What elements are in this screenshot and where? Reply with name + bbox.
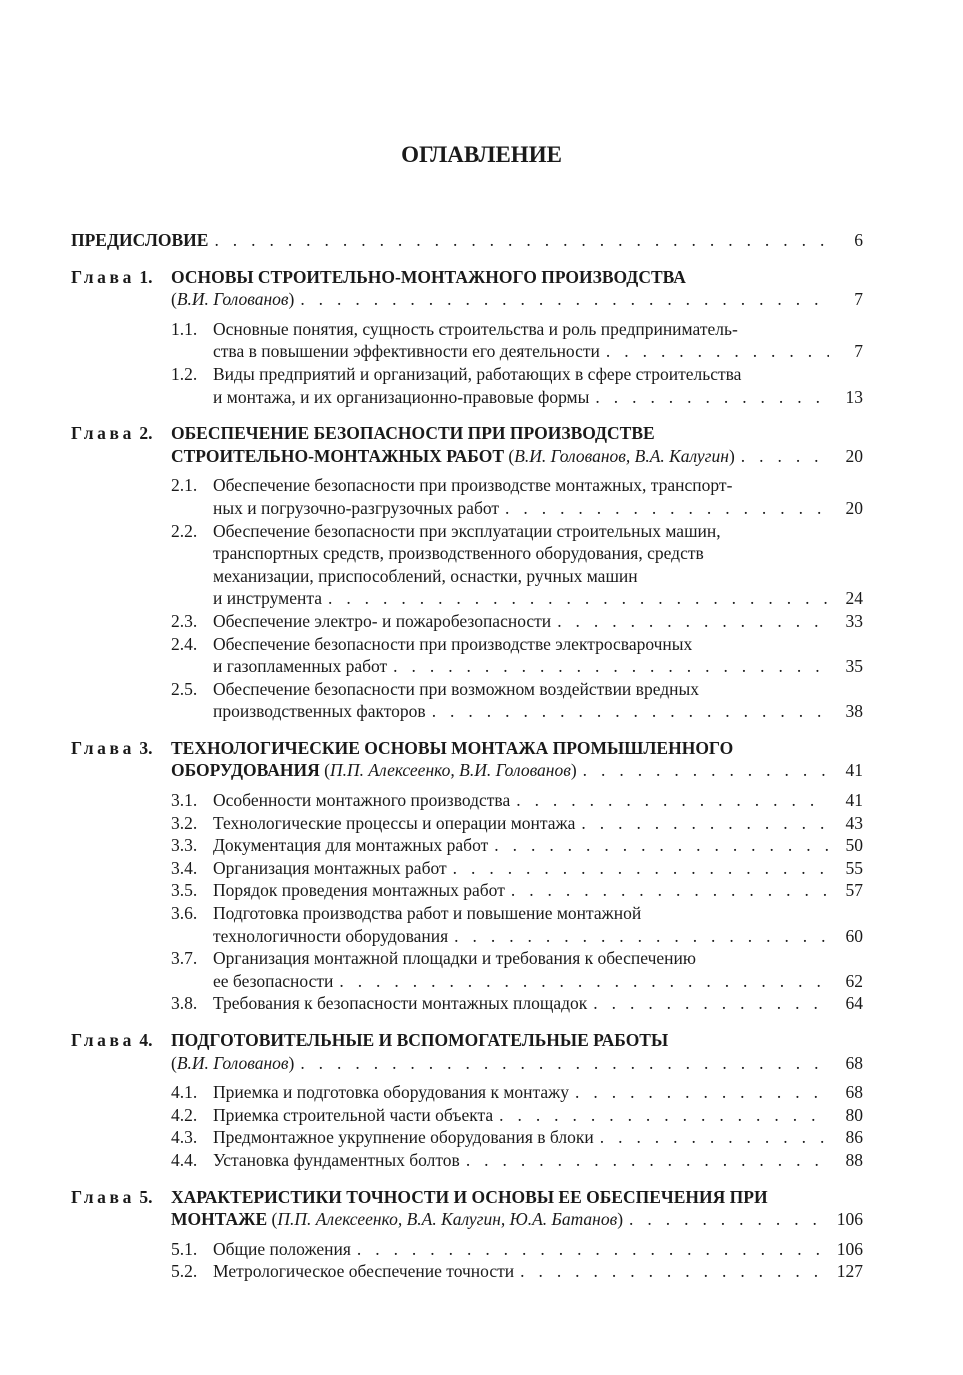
- section-text-line: Обеспечение безопасности при возможном воздействии вредных: [213, 678, 700, 699]
- section-text-line: производственных факторов: [213, 701, 426, 722]
- section-number: 2.5.: [171, 678, 198, 699]
- entry-text: [213, 879, 505, 902]
- leader-dots: [557, 610, 829, 633]
- toc-section-2-4[interactable]: [71, 633, 863, 678]
- section-text-line: Приемка и подготовка оборудования к монтажу: [213, 1082, 570, 1103]
- chapter-number: 3.: [139, 737, 153, 758]
- chapter-word: Глава: [71, 266, 135, 287]
- toc-section-3-2[interactable]: [71, 812, 863, 835]
- chapter-number: 5.: [139, 1186, 153, 1207]
- section-number: 3.8.: [171, 993, 198, 1014]
- page-number: 86: [845, 1127, 863, 1148]
- page-number: 13: [845, 386, 863, 407]
- section-number: 4.4.: [171, 1149, 198, 1170]
- section-last-line[interactable]: [213, 1126, 863, 1149]
- toc-section-4-2[interactable]: [71, 1104, 863, 1127]
- entry-text: ОБОРУДОВАНИЯ (П.П. Алексеенко, В.И. Голованов): [171, 760, 577, 781]
- page-number: 7: [854, 341, 863, 362]
- page-number: 41: [845, 790, 863, 811]
- leader-dots: [453, 857, 829, 880]
- chapter-heading-4[interactable]: [71, 1029, 863, 1074]
- section-text-line: ее безопасности: [213, 970, 334, 991]
- page-number: 88: [845, 1149, 863, 1170]
- leader-dots: [339, 970, 829, 993]
- section-gap: [71, 1231, 863, 1238]
- chapter-label: [71, 266, 171, 289]
- leader-dots: [505, 497, 829, 520]
- section-last-line[interactable]: [213, 970, 863, 993]
- entry-text: [213, 857, 447, 880]
- chapter-gap: [71, 723, 863, 737]
- toc-section-2-2[interactable]: [71, 520, 863, 610]
- entry-text: [213, 970, 333, 993]
- section-text-line: Обеспечение безопасности при производстве монтажных, транспорт-: [213, 475, 733, 496]
- section-text-line: ных и погрузочно-разгрузочных работ: [213, 497, 500, 518]
- section-gap: [71, 782, 863, 789]
- chapter-word: Глава: [71, 423, 135, 444]
- section-text-line: Обеспечение безопасности при эксплуатации строительных машин,: [213, 520, 721, 541]
- entry-text: [213, 587, 322, 610]
- leader-dots: [511, 879, 829, 902]
- page-number: 41: [845, 760, 863, 781]
- leader-dots: [499, 1104, 829, 1127]
- chapter-word: Глава: [71, 737, 135, 758]
- chapter-authors: П.П. Алексеенко, В.А. Калугин, Ю.А. Батанов: [277, 1209, 618, 1230]
- entry-text: [213, 834, 488, 857]
- toc-section-3-1[interactable]: [71, 789, 863, 812]
- chapter-authors: В.И. Голованов: [176, 1052, 289, 1073]
- preface-label: ПРЕДИСЛОВИЕ: [71, 230, 209, 250]
- entry-text: [213, 1149, 460, 1172]
- entry-text: [213, 340, 600, 363]
- chapter-title-last-line[interactable]: [171, 445, 863, 468]
- section-last-line[interactable]: [213, 992, 863, 1015]
- toc-section-3-3[interactable]: [71, 834, 863, 857]
- section-last-line[interactable]: [213, 655, 863, 678]
- page-number: 55: [845, 857, 863, 878]
- leader-dots: [300, 1052, 829, 1075]
- section-text-line: Приемка строительной части объекта: [213, 1104, 494, 1125]
- toc-section-4-1[interactable]: [71, 1081, 863, 1104]
- entry-text: [213, 610, 551, 633]
- section-number: 3.3.: [171, 835, 198, 856]
- toc-section-3-5[interactable]: [71, 879, 863, 902]
- entry-text: МОНТАЖЕ (П.П. Алексеенко, В.А. Калугин, Ю.А. Батанов): [171, 1209, 624, 1230]
- leader-dots: [595, 386, 829, 409]
- chapter-label: [71, 1029, 171, 1052]
- section-gap: [71, 467, 863, 474]
- section-text-line: и монтажа, и их организационно-правовые формы: [213, 386, 590, 407]
- chapter-gap: [71, 1015, 863, 1029]
- table-of-contents: [71, 229, 863, 1283]
- entry-text: [213, 1104, 493, 1127]
- page-number: 106: [836, 1209, 863, 1230]
- section-text-line: технологичности оборудования: [213, 925, 449, 946]
- entry-text: [213, 789, 510, 812]
- section-number: 1.1.: [171, 318, 198, 339]
- section-last-line[interactable]: [213, 1260, 863, 1283]
- section-last-line[interactable]: [213, 700, 863, 723]
- section-gap: [71, 311, 863, 318]
- chapter-gap: [71, 408, 863, 422]
- page-title: ОГЛАВЛЕНИЕ: [401, 142, 562, 167]
- chapter-title-line: ТЕХНОЛОГИЧЕСКИЕ ОСНОВЫ МОНТАЖА ПРОМЫШЛЕННОГО: [171, 737, 734, 758]
- section-number: 2.3.: [171, 610, 198, 631]
- chapter-number: 4.: [139, 1030, 153, 1050]
- entry-text: [213, 386, 589, 409]
- section-number: 1.2.: [171, 363, 198, 384]
- toc-section-3-6[interactable]: [71, 902, 863, 947]
- page-number: 33: [845, 610, 863, 631]
- page-number: 106: [836, 1238, 863, 1259]
- section-number: 2.1.: [171, 475, 198, 496]
- section-text-line: Документация для монтажных работ: [213, 835, 489, 856]
- toc-section-2-3[interactable]: [71, 610, 863, 633]
- section-last-line[interactable]: [213, 497, 863, 520]
- section-text-line: Виды предприятий и организаций, работающих в сфере строительства: [213, 363, 742, 384]
- page-number: 7: [854, 289, 863, 310]
- toc-section-4-4[interactable]: [71, 1149, 863, 1172]
- toc-section-3-7[interactable]: [71, 947, 863, 992]
- entry-text: [213, 812, 575, 835]
- leader-dots: [600, 1126, 829, 1149]
- leader-dots: [214, 229, 829, 252]
- section-last-line[interactable]: [213, 340, 863, 363]
- section-last-line[interactable]: [213, 1081, 863, 1104]
- section-last-line[interactable]: [213, 1149, 863, 1172]
- toc-section-4-3[interactable]: [71, 1126, 863, 1149]
- chapter-heading-2[interactable]: [71, 422, 863, 467]
- chapter-label: [71, 1186, 171, 1209]
- chapter-heading-5[interactable]: [71, 1186, 863, 1231]
- leader-dots: [741, 445, 829, 468]
- section-text-line: Организация монтажных работ: [213, 857, 447, 878]
- chapter-title-last-line[interactable]: [171, 1208, 863, 1231]
- toc-entry-preface[interactable]: [71, 229, 863, 252]
- leader-dots: [494, 834, 829, 857]
- section-last-line[interactable]: [213, 1104, 863, 1127]
- page-number: 35: [845, 656, 863, 677]
- section-number: 4.2.: [171, 1104, 198, 1125]
- chapter-authors: П.П. Алексеенко, В.И. Голованов: [329, 760, 571, 781]
- entry-text: [213, 1260, 514, 1283]
- section-number: 5.1.: [171, 1238, 198, 1259]
- section-text-line: Организация монтажной площадки и требования к обеспечению: [213, 948, 696, 969]
- chapter-list: [71, 252, 863, 1283]
- page-number: 68: [845, 1082, 863, 1103]
- chapter-heading-1[interactable]: [71, 266, 863, 311]
- section-number: 3.7.: [171, 948, 198, 969]
- section-number: 5.2.: [171, 1261, 198, 1282]
- section-text-line: и инструмента: [213, 588, 322, 609]
- entry-text: [213, 700, 426, 723]
- section-number: 2.4.: [171, 633, 198, 654]
- section-text-line: Технологические процессы и операции монтажа: [213, 812, 576, 833]
- section-number: 3.1.: [171, 790, 198, 811]
- section-number: 2.2.: [171, 520, 198, 541]
- toc-section-3-8[interactable]: [71, 992, 863, 1015]
- chapter-word: Глава: [71, 1186, 135, 1207]
- chapter-authors: В.И. Голованов: [176, 289, 289, 310]
- leader-dots: [393, 655, 829, 678]
- section-text-line: механизации, приспособлений, оснастки, ручных машин: [213, 565, 638, 586]
- page-number: 62: [845, 970, 863, 991]
- page-number: 20: [845, 497, 863, 518]
- leader-dots: [357, 1238, 829, 1261]
- page-number: 50: [845, 835, 863, 856]
- chapter-title-last-line[interactable]: [171, 759, 863, 782]
- leader-dots: [575, 1081, 829, 1104]
- page-number: 43: [845, 812, 863, 833]
- chapter-title-line: СТРОИТЕЛЬНО-МОНТАЖНЫХ РАБОТ: [171, 445, 505, 466]
- leader-dots: [300, 288, 829, 311]
- leader-dots: [606, 340, 829, 363]
- chapter-title-line: ОБЕСПЕЧЕНИЕ БЕЗОПАСНОСТИ ПРИ ПРОИЗВОДСТВЕ: [171, 423, 655, 444]
- page-number: 60: [845, 925, 863, 946]
- section-gap: [71, 1074, 863, 1081]
- page-number: 68: [845, 1052, 863, 1073]
- leader-dots: [454, 925, 829, 948]
- leader-dots: [328, 587, 829, 610]
- section-last-line[interactable]: [213, 879, 863, 902]
- section-number: 3.5.: [171, 880, 198, 901]
- toc-section-1-2[interactable]: [71, 363, 863, 408]
- page-number: 80: [845, 1104, 863, 1125]
- section-text-line: и газопламенных работ: [213, 656, 388, 677]
- entry-text: СТРОИТЕЛЬНО-МОНТАЖНЫХ РАБОТ (В.И. Голованов, В.А. Калугин): [171, 445, 735, 466]
- leader-dots: [593, 992, 829, 1015]
- leader-dots: [516, 789, 829, 812]
- toc-section-2-5[interactable]: [71, 678, 863, 723]
- chapter-label: [71, 737, 171, 760]
- page-number: 20: [845, 445, 863, 466]
- section-number: 3.6.: [171, 903, 198, 924]
- page-number: 64: [845, 993, 863, 1014]
- chapter-gap: [71, 1172, 863, 1186]
- entry-text: [213, 1081, 569, 1104]
- leader-dots: [629, 1208, 829, 1231]
- section-last-line[interactable]: [213, 834, 863, 857]
- section-text-line: Метрологическое обеспечение точности: [213, 1261, 515, 1282]
- section-text-line: Обеспечение безопасности при производстве электросварочных: [213, 633, 693, 654]
- section-text-line: Подготовка производства работ и повышение монтажной: [213, 903, 642, 924]
- entry-text: [213, 497, 499, 520]
- section-text-line: Обеспечение электро- и пожаробезопасности: [213, 610, 552, 631]
- section-text-line: Особенности монтажного производства: [213, 790, 511, 811]
- entry-text: [213, 992, 587, 1015]
- toc-section-5-1[interactable]: [71, 1238, 863, 1261]
- section-text-line: ства в повышении эффективности его деятельности: [213, 341, 600, 362]
- entry-text: (В.И. Голованов): [171, 1052, 295, 1073]
- chapter-word: Глава: [71, 1030, 135, 1050]
- section-last-line[interactable]: [213, 812, 863, 835]
- chapter-number: 1.: [139, 266, 153, 287]
- section-last-line[interactable]: [213, 789, 863, 812]
- toc-section-2-1[interactable]: [71, 474, 863, 519]
- section-text-line: Общие положения: [213, 1238, 351, 1259]
- entry-text: [213, 1126, 594, 1149]
- chapter-authors-line[interactable]: [171, 288, 863, 311]
- chapter-title-line: ПОДГОТОВИТЕЛЬНЫЕ И ВСПОМОГАТЕЛЬНЫЕ РАБОТЫ: [171, 1030, 669, 1050]
- section-number: 4.1.: [171, 1082, 198, 1103]
- leader-dots: [520, 1260, 829, 1283]
- page-number: 6: [854, 230, 863, 250]
- toc-section-5-2[interactable]: [71, 1260, 863, 1283]
- chapter-gap: [71, 252, 863, 266]
- chapter-title-line: ОСНОВЫ СТРОИТЕЛЬНО-МОНТАЖНОГО ПРОИЗВОДСТВА: [171, 266, 686, 287]
- section-number: 3.4.: [171, 857, 198, 878]
- section-text-line: Основные понятия, сущность строительства и роль предприниматель-: [213, 318, 738, 339]
- section-text-line: Установка фундаментных болтов: [213, 1149, 460, 1170]
- chapter-title-line: ХАРАКТЕРИСТИКИ ТОЧНОСТИ И ОСНОВЫ ЕЕ ОБЕСПЕЧЕНИЯ ПРИ: [171, 1186, 768, 1207]
- entry-text: [213, 1238, 351, 1261]
- page-number: 38: [845, 701, 863, 722]
- chapter-label: [71, 422, 171, 445]
- leader-dots: [581, 812, 829, 835]
- section-last-line[interactable]: [213, 925, 863, 948]
- leader-dots: [466, 1149, 829, 1172]
- chapter-title-line: ОБОРУДОВАНИЯ: [171, 760, 320, 781]
- section-last-line[interactable]: [213, 857, 863, 880]
- section-number: 4.3.: [171, 1127, 198, 1148]
- leader-dots: [432, 700, 829, 723]
- section-last-line[interactable]: [213, 1238, 863, 1261]
- entry-text: [213, 655, 387, 678]
- entry-text: [213, 925, 448, 948]
- page-number: 127: [836, 1261, 863, 1282]
- section-last-line[interactable]: [213, 587, 863, 610]
- section-text-line: Требования к безопасности монтажных площадок: [213, 993, 588, 1014]
- section-last-line[interactable]: [213, 386, 863, 409]
- chapter-authors-line[interactable]: [171, 1052, 863, 1075]
- section-last-line[interactable]: [213, 610, 863, 633]
- chapter-number: 2.: [139, 423, 153, 444]
- page-number: 57: [845, 880, 863, 901]
- section-text-line: транспортных средств, производственного оборудования, средств: [213, 543, 704, 564]
- chapter-title-line: МОНТАЖЕ: [171, 1209, 268, 1230]
- section-text-line: Предмонтажное укрупнение оборудования в блоки: [213, 1127, 594, 1148]
- leader-dots: [583, 759, 829, 782]
- section-number: 3.2.: [171, 812, 198, 833]
- toc-section-1-1[interactable]: [71, 318, 863, 363]
- chapter-authors: В.И. Голованов, В.А. Калугин: [514, 445, 729, 466]
- page-number: 24: [845, 588, 863, 609]
- section-text-line: Порядок проведения монтажных работ: [213, 880, 505, 901]
- toc-section-3-4[interactable]: [71, 857, 863, 880]
- chapter-heading-3[interactable]: [71, 737, 863, 782]
- entry-text: (В.И. Голованов): [171, 289, 295, 310]
